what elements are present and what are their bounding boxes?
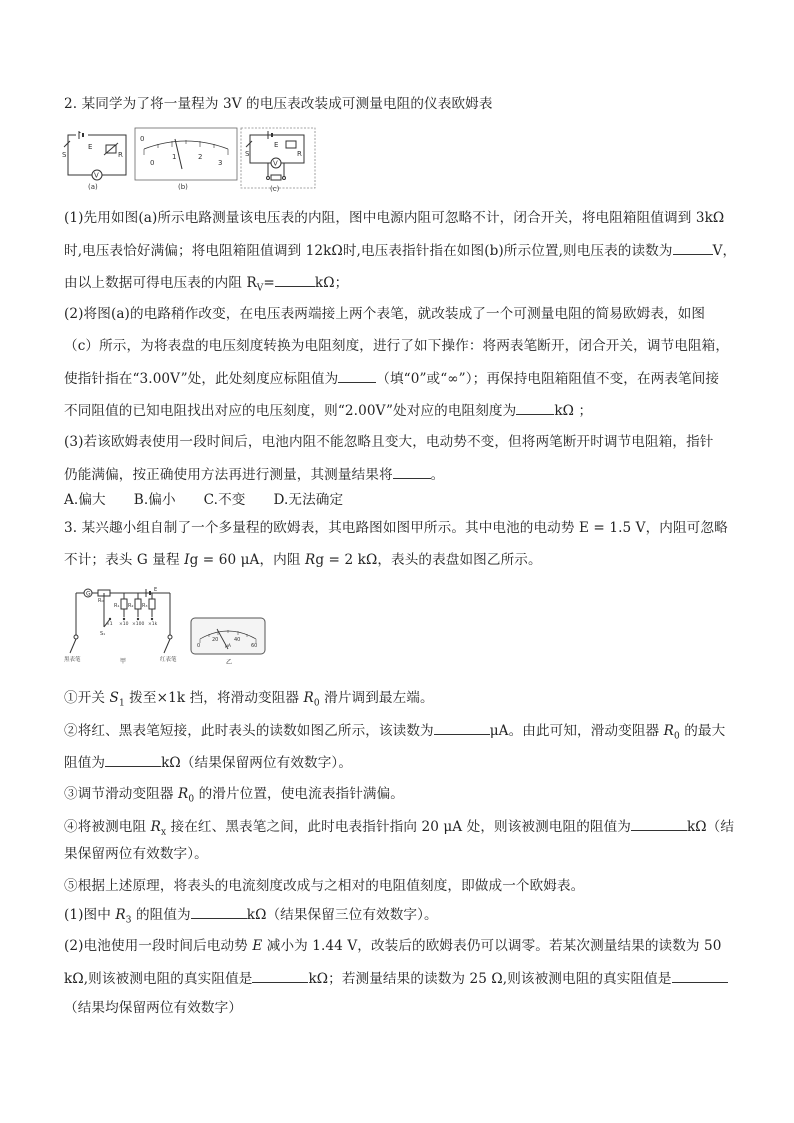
q2-part2-line3	[64, 369, 719, 388]
subscript: V	[256, 283, 264, 294]
q3-step2-line2	[64, 753, 352, 772]
figure-yi-meter	[190, 617, 266, 667]
text: kΩ（结	[686, 819, 735, 835]
answer-blank[interactable]	[252, 969, 308, 983]
text: 不计；表头 G 量程	[64, 552, 185, 568]
q3-sub2-line3: （结果均保留两位有效数字）	[64, 1000, 243, 1016]
text: kΩ,则该被测电阻的真实阻值是	[64, 971, 253, 987]
fig-jia-r1: R₁	[114, 603, 120, 609]
figure-b-voltmeter-scale	[134, 127, 238, 193]
fig-jia-r3: R₃	[142, 603, 148, 609]
italic-symbol: S	[109, 690, 119, 706]
option-a[interactable]: A.偏大	[64, 492, 106, 508]
text: 接在红、黑表笔之间，此时电表指针指向 20 μA 处，则该被测电阻的阻值为	[166, 819, 631, 835]
option-c[interactable]: C.不变	[203, 492, 246, 508]
text: kΩ；若测量结果的读数为 25 Ω,则该被测电阻的真实阻值是	[308, 971, 672, 987]
text: （填“0”或“∞”）；再保持电阻箱阻值不变，在两表笔间接	[376, 371, 720, 387]
fig-b-scale-1: 1	[172, 153, 177, 161]
q3-sub1	[64, 905, 438, 930]
italic-symbol: R	[304, 552, 316, 568]
fig-b-scale-3: 3	[218, 159, 223, 167]
italic-symbol: R	[150, 819, 161, 835]
answer-blank[interactable]	[393, 465, 431, 479]
fig-c-label: (c)	[270, 185, 280, 193]
fig-b-label: (b)	[178, 183, 188, 191]
q2-options	[64, 491, 371, 509]
fig-a-label: (a)	[88, 183, 98, 191]
answer-blank[interactable]	[275, 273, 315, 287]
fig-c-e: E	[274, 141, 279, 149]
fig-a-v: V	[94, 171, 99, 180]
text: V，	[712, 243, 737, 259]
q3-step3	[64, 785, 404, 809]
subscript: x	[160, 827, 167, 838]
q3-sub2-line1	[64, 937, 722, 955]
q2-part1-line3	[64, 273, 348, 298]
subscript: 1	[118, 698, 125, 709]
text: 使指针指在“3.00V”处，此处刻度应标阻值为	[64, 371, 339, 387]
text: (1)图中	[64, 907, 116, 923]
answer-blank[interactable]	[338, 369, 376, 383]
text: ①开关	[64, 690, 110, 706]
text: 时,电压表恰好满偏；将电阻箱阻值调到 12kΩ时,电压表指针指在如图(b)所示位置,则电压表的读数为	[64, 243, 673, 259]
fig-jia-g: G	[86, 590, 91, 598]
fig-jia-red-pen: 红表笔	[160, 657, 177, 663]
fig-jia-black-pen: 黑表笔	[64, 657, 81, 663]
option-b[interactable]: B.偏小	[133, 492, 176, 508]
fig-c-r: R	[297, 150, 302, 158]
q3-step1	[64, 689, 434, 713]
text: kΩ；	[314, 275, 349, 291]
text: 的最大	[679, 723, 726, 739]
fig-jia-label: 甲	[120, 658, 127, 665]
fig-a-r: R	[118, 151, 123, 159]
answer-blank[interactable]	[434, 721, 490, 735]
text: ②将红、黑表笔短接，此时表头的读数如图乙所示，该读数为	[64, 723, 434, 739]
subscript: 3	[125, 915, 132, 926]
subscript: 0	[188, 794, 195, 805]
italic-symbol: I	[184, 552, 190, 568]
text: ③调节滑动变阻器	[64, 786, 178, 802]
text: 拨至×1k 挡，将滑动变阻器	[124, 690, 304, 706]
answer-blank[interactable]	[516, 401, 554, 415]
q2-part2-line2: （c）所示，为将表盘的电压刻度转换为电阻刻度，进行了如下操作：将两表笔断开，闭合开关，调节电阻箱，	[64, 338, 730, 354]
italic-symbol: E	[252, 938, 263, 954]
text: =	[263, 275, 275, 291]
text: 仍能满偏，按正确使用方法再进行测量，其测量结果将	[64, 467, 393, 483]
fig-yi-0: 0	[197, 643, 201, 649]
fig-jia-x1k: ×1k	[148, 622, 158, 627]
q2-part2-line4	[64, 401, 592, 420]
fig-yi-unit: μA	[225, 644, 231, 649]
q2-part2-line1: (2)将图(a)的电路稍作改变，在电压表两端接上两个表笔，就改装成了一个可测量电阻的简易欧姆表，如图	[64, 306, 706, 322]
answer-blank[interactable]	[672, 969, 728, 983]
fig-c-v: V	[273, 159, 278, 168]
q3-step5: ⑤根据上述原理，将表头的电流刻度改成与之相对的电阻值刻度，即做成一个欧姆表。	[64, 878, 585, 894]
text: μA。由此可知，滑动变阻器	[489, 723, 664, 739]
fig-jia-r0: R₀	[98, 598, 104, 604]
text: kΩ（结果保留三位有效数字）。	[246, 907, 438, 923]
text: 。	[430, 467, 445, 483]
fig-jia-x10: ×10	[119, 622, 129, 627]
q2-part1-line1: (1)先用如图(a)所示电路测量该电压表的内阻，图中电源内阻可忽略不计，闭合开关，将电阻箱阻值调到 3kΩ	[64, 210, 725, 226]
text: kΩ ；	[554, 403, 593, 419]
fig-yi-20: 20	[212, 637, 219, 643]
q3-sub2-line2	[64, 969, 728, 988]
q2-part1-line2	[64, 241, 736, 260]
text: 滑片调到最左端。	[319, 690, 434, 706]
q2-part3-line2	[64, 465, 444, 484]
fig-c-s: S	[245, 150, 250, 158]
text: ④将被测电阻	[64, 819, 151, 835]
italic-symbol: R	[303, 690, 314, 706]
fig-jia-e: E	[154, 587, 158, 593]
fig-jia-r2: R₂	[128, 603, 134, 609]
fig-yi-label: 乙	[226, 659, 233, 666]
fig-jia-x100: ×100	[132, 622, 145, 627]
text: (2)电池使用一段时间后电动势	[64, 938, 253, 954]
fig-a-s: S	[62, 151, 67, 159]
fig-a-e: E	[88, 143, 93, 151]
q2-part3-line1: (3)若该欧姆表使用一段时间后，电池内阻不能忽略且变大，电动势不变，但将两笔断开时调节电阻箱，指针	[64, 434, 714, 450]
text: 的滑片位置，使电流表指针满偏。	[194, 786, 404, 802]
fig-b-scale-0: 0	[150, 159, 155, 167]
italic-symbol: R	[115, 907, 126, 923]
text: g = 60 μA，内阻	[189, 552, 305, 568]
q3-line1: 3. 某兴趣小组自制了一个多量程的欧姆表，其电路图如图甲所示。其中电池的电动势 E = 1.5 V，内阻可忽略	[64, 520, 728, 536]
figure-jia-circuit	[64, 583, 184, 667]
fig-yi-60: 60	[251, 643, 258, 649]
q2-title: 2. 某同学为了将一量程为 3V 的电压表改装成可测量电阻的仪表欧姆表	[64, 96, 493, 112]
subscript: 0	[313, 698, 320, 709]
text: 不同阻值的已知电阻找出对应的电压刻度，则“2.00V”处对应的电阻刻度为	[64, 403, 517, 419]
text: 的阻值为	[131, 907, 191, 923]
fig-jia-x1: ×1	[106, 622, 113, 627]
q3-line2	[64, 551, 542, 569]
text: g = 2 kΩ，表头的表盘如图乙所示。	[315, 552, 542, 568]
fig-yi-40: 40	[234, 637, 241, 643]
italic-symbol: R	[663, 723, 674, 739]
q3-step4-line1	[64, 817, 734, 842]
q3-step4-line2: 果保留两位有效数字）。	[64, 846, 208, 862]
text: 阻值为	[64, 755, 106, 771]
answer-blank[interactable]	[191, 905, 247, 919]
answer-blank[interactable]	[631, 817, 687, 831]
text: kΩ（结果保留两位有效数字）。	[161, 755, 353, 771]
option-d[interactable]: D.无法确定	[273, 492, 344, 508]
answer-blank[interactable]	[105, 753, 161, 767]
italic-symbol: R	[177, 786, 189, 802]
text: 减小为 1.44 V，改装后的欧姆表仍可以调零。若某次测量结果的读数为 50	[262, 938, 722, 954]
subscript: 0	[673, 731, 680, 742]
fig-b-scale-0-top: 0	[140, 135, 145, 143]
fig-jia-s1: S₁	[100, 631, 106, 637]
figure-c-ohmmeter-circuit	[240, 127, 316, 193]
figure-a-circuit	[62, 127, 132, 193]
text: 由以上数据可得电压表的内阻 R	[64, 275, 257, 291]
q3-step2-line1	[64, 721, 725, 746]
answer-blank[interactable]	[673, 241, 713, 255]
fig-b-scale-2: 2	[198, 153, 203, 161]
